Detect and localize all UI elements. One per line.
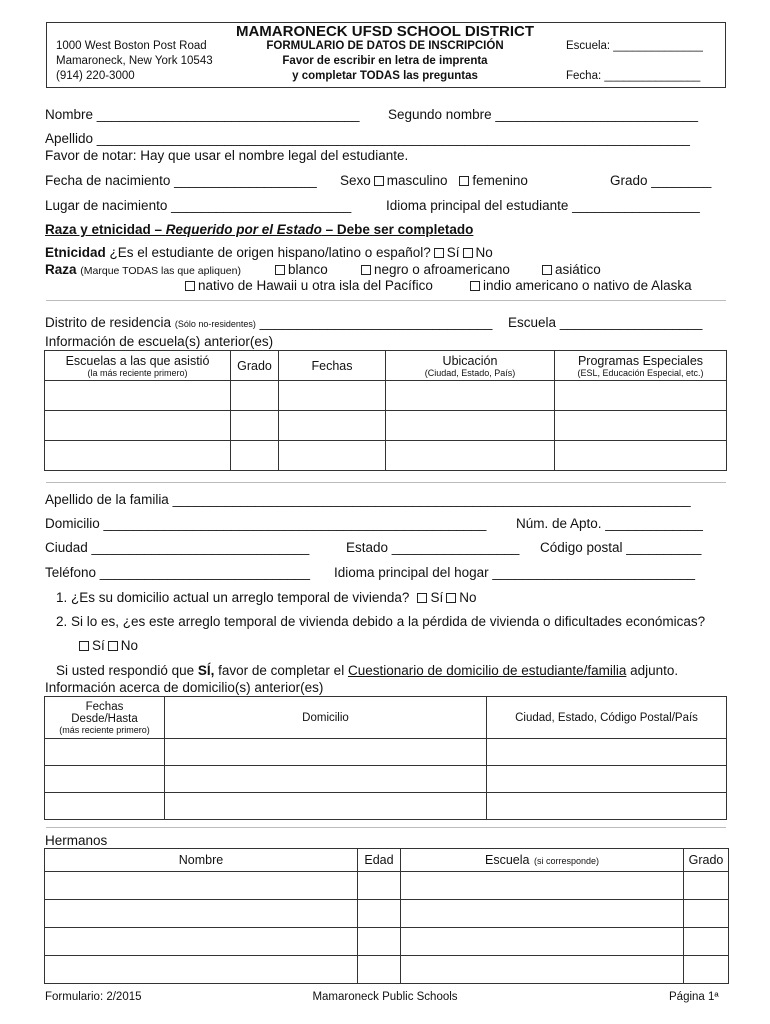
previous-schools-title: Información de escuela(s) anterior(es) xyxy=(45,334,274,349)
table-cell[interactable] xyxy=(386,441,555,471)
non-resident-note: (Sólo no-residentes) xyxy=(174,319,256,329)
instruction-1: Favor de escribir en letra de imprenta xyxy=(282,55,488,67)
col-age: Edad xyxy=(358,849,401,872)
col-location-sub: (Ciudad, Estado, País) xyxy=(424,367,516,378)
col-dates-label-b: Desde/Hasta xyxy=(71,712,138,725)
form-version: Formulario: 2/2015 xyxy=(45,991,142,1003)
table-row xyxy=(45,441,727,471)
black-checkbox[interactable] xyxy=(361,265,371,275)
race-row xyxy=(45,262,241,277)
grade-field[interactable]: Grado ________ xyxy=(610,173,712,188)
previous-schools-table xyxy=(44,350,727,471)
phone: (914) 220-3000 xyxy=(56,70,135,82)
school-field[interactable]: Escuela: ______________ xyxy=(566,40,703,52)
table-cell[interactable] xyxy=(555,441,727,471)
hispanic-no-checkbox[interactable] xyxy=(463,248,473,258)
white-label: blanco xyxy=(288,262,328,277)
ethnicity-label: Etnicidad xyxy=(45,245,106,260)
table-cell[interactable] xyxy=(386,411,555,441)
ethnicity-question: ¿Es el estudiante de origen hispano/latino o español? xyxy=(109,245,431,260)
q2-no-checkbox[interactable] xyxy=(108,641,118,651)
first-name-field[interactable]: Nombre ___________________________________ xyxy=(45,107,360,122)
yes-label: Sí xyxy=(446,245,460,260)
response-text-b: favor de completar el xyxy=(214,663,348,678)
table-cell[interactable] xyxy=(45,928,358,956)
table-cell[interactable] xyxy=(45,766,165,793)
male-label: masculino xyxy=(386,173,448,188)
table-cell[interactable] xyxy=(165,793,487,820)
divider xyxy=(46,827,726,828)
asian-label: asiático xyxy=(555,262,601,277)
table-cell[interactable] xyxy=(45,872,358,900)
table-cell[interactable] xyxy=(555,411,727,441)
table-row xyxy=(45,928,729,956)
col-dates: Fechas xyxy=(279,351,386,381)
question-2-options xyxy=(76,638,138,653)
col-dates-sub: (más reciente primero) xyxy=(59,724,150,735)
table-cell[interactable] xyxy=(386,381,555,411)
q2-yes-checkbox[interactable] xyxy=(79,641,89,651)
table-cell[interactable] xyxy=(45,739,165,766)
table-row xyxy=(45,739,727,766)
table-cell[interactable] xyxy=(279,411,386,441)
no-label: No xyxy=(459,590,477,605)
table-cell[interactable] xyxy=(279,441,386,471)
table-cell[interactable] xyxy=(555,381,727,411)
table-cell[interactable] xyxy=(401,900,684,928)
birthdate-field[interactable]: Fecha de nacimiento ___________________ xyxy=(45,173,317,188)
form-title: FORMULARIO DE DATOS DE INSCRIPCIÓN xyxy=(266,40,504,52)
native-label: indio americano o nativo de Alaska xyxy=(483,278,692,293)
table-cell[interactable] xyxy=(45,441,231,471)
district-residence-field[interactable] xyxy=(45,315,492,330)
question-2: 2. Si lo es, ¿es este arreglo temporal de vivienda debido a la pérdida de vivienda o dificultades económicas? xyxy=(56,614,706,629)
table-cell[interactable] xyxy=(231,381,279,411)
state-field[interactable]: Estado _________________ xyxy=(346,540,520,555)
district-title: MAMARONECK UFSD SCHOOL DISTRICT xyxy=(235,23,535,40)
col-dates xyxy=(45,697,165,739)
table-row xyxy=(45,766,727,793)
divider xyxy=(46,300,726,301)
table-row xyxy=(45,900,729,928)
table-cell[interactable] xyxy=(358,872,401,900)
col-address: Domicilio xyxy=(165,697,487,739)
table-cell[interactable] xyxy=(45,956,358,984)
col-name: Nombre xyxy=(45,849,358,872)
phone-field[interactable]: Teléfono ____________________________ xyxy=(45,565,311,580)
address-line1: 1000 West Boston Post Road xyxy=(56,40,207,52)
table-cell[interactable] xyxy=(165,739,487,766)
table-cell[interactable] xyxy=(684,900,729,928)
table-cell[interactable] xyxy=(487,739,727,766)
native-checkbox[interactable] xyxy=(470,281,480,291)
col-location-label: Ubicación xyxy=(442,353,498,368)
legal-name-note: Favor de notar: Hay que usar el nombre legal del estudiante. xyxy=(45,148,409,163)
col-grade: Grado xyxy=(231,351,279,381)
table-cell[interactable] xyxy=(231,441,279,471)
divider xyxy=(46,482,726,483)
table-cell[interactable] xyxy=(401,956,684,984)
col-schools-label: Escuelas a las que asistió xyxy=(65,353,210,368)
sex-label: Sexo xyxy=(340,173,371,188)
ethnicity-heading: Raza y etnicidad – Requerido por el Estado – Debe ser completado xyxy=(45,222,474,237)
apartment-field[interactable]: Núm. de Apto. _____________ xyxy=(516,516,703,531)
sex-group xyxy=(340,173,528,188)
white-checkbox[interactable] xyxy=(275,265,285,275)
col-programs xyxy=(555,351,727,381)
instruction-2: y completar TODAS las preguntas xyxy=(292,70,478,82)
race-native-option xyxy=(467,278,692,293)
table-cell[interactable] xyxy=(487,766,727,793)
table-row xyxy=(45,872,729,900)
birthplace-field[interactable]: Lugar de nacimiento ________________________ xyxy=(45,198,352,213)
table-cell[interactable] xyxy=(45,411,231,441)
student-language-field[interactable]: Idioma principal del estudiante _________________ xyxy=(386,198,700,213)
response-text-c: adjunto. xyxy=(626,663,679,678)
race-white-option xyxy=(272,262,328,277)
table-cell[interactable] xyxy=(279,381,386,411)
city-field[interactable]: Ciudad _____________________________ xyxy=(45,540,310,555)
table-cell[interactable] xyxy=(358,900,401,928)
table-cell[interactable] xyxy=(401,872,684,900)
col-schools xyxy=(45,351,231,381)
col-school-label: Escuela xyxy=(485,853,530,867)
address-field[interactable]: Domicilio ___________________________________________________ xyxy=(45,516,487,531)
yes-label: Sí xyxy=(430,590,444,605)
table-cell[interactable] xyxy=(684,956,729,984)
siblings-table xyxy=(44,848,729,984)
q1-yes-checkbox[interactable] xyxy=(417,593,427,603)
race-label: Raza xyxy=(45,262,77,277)
home-language-field[interactable]: Idioma principal del hogar ___________________________ xyxy=(334,565,696,580)
no-label: No xyxy=(475,245,493,260)
hawaii-checkbox[interactable] xyxy=(185,281,195,291)
previous-address-table xyxy=(44,696,727,820)
table-cell[interactable] xyxy=(45,381,231,411)
footer-org: Mamaroneck Public Schools xyxy=(312,991,458,1003)
col-schools-sub: (la más reciente primero) xyxy=(87,367,188,378)
asian-checkbox[interactable] xyxy=(542,265,552,275)
table-row xyxy=(45,793,727,820)
table-cell[interactable] xyxy=(684,872,729,900)
hawaii-label: nativo de Hawaii u otra isla del Pacífico xyxy=(198,278,433,293)
col-programs-sub: (ESL, Educación Especial, etc.) xyxy=(577,367,704,378)
residence-school-field[interactable]: Escuela ___________________ xyxy=(508,315,703,330)
female-label: femenino xyxy=(472,173,528,188)
last-name-field[interactable]: Apellido _______________________________________________________________________________ xyxy=(45,131,690,146)
q1-no-checkbox[interactable] xyxy=(446,593,456,603)
date-field[interactable]: Fecha: _______________ xyxy=(566,70,701,82)
table-cell[interactable] xyxy=(401,928,684,956)
black-label: negro o afroamericano xyxy=(374,262,510,277)
no-label: No xyxy=(120,638,139,653)
table-row xyxy=(45,411,727,441)
questionnaire-link[interactable]: Cuestionario de domicilio de estudiante/familia xyxy=(347,663,627,678)
race-black-option xyxy=(358,262,510,277)
question-1-text: 1. ¿Es su domicilio actual un arreglo temporal de vivienda? xyxy=(56,590,410,605)
table-cell[interactable] xyxy=(165,766,487,793)
table-cell[interactable] xyxy=(45,900,358,928)
col-programs-label: Programas Especiales xyxy=(577,353,704,368)
race-hawaii-option xyxy=(182,278,433,293)
table-cell[interactable] xyxy=(684,928,729,956)
table-cell[interactable] xyxy=(358,956,401,984)
col-location xyxy=(386,351,555,381)
table-cell[interactable] xyxy=(231,411,279,441)
response-yes: SÍ, xyxy=(197,663,215,678)
col-grade: Grado xyxy=(684,849,729,872)
siblings-title: Hermanos xyxy=(45,833,108,848)
district-line: _______________________________ xyxy=(259,315,493,330)
col-school xyxy=(401,849,684,872)
race-note: (Marque TODAS las que apliquen) xyxy=(80,265,241,277)
family-name-field[interactable]: Apellido de la familia _____________________________________________________________________ xyxy=(45,492,691,507)
hispanic-yes-checkbox[interactable] xyxy=(434,248,444,258)
question-1 xyxy=(56,590,476,605)
middle-name-field[interactable]: Segundo nombre ___________________________ xyxy=(388,107,699,122)
table-cell[interactable] xyxy=(487,793,727,820)
male-checkbox[interactable] xyxy=(374,176,384,186)
address-line2: Mamaroneck, New York 10543 xyxy=(56,55,213,67)
yes-label: Sí xyxy=(92,638,105,653)
race-asian-option xyxy=(539,262,601,277)
col-city-state: Ciudad, Estado, Código Postal/País xyxy=(487,697,727,739)
response-note xyxy=(56,663,678,678)
col-school-sub: (si corresponde) xyxy=(533,856,599,866)
zip-field[interactable]: Código postal __________ xyxy=(540,540,702,555)
table-cell[interactable] xyxy=(358,928,401,956)
district-label: Distrito de residencia xyxy=(45,315,172,330)
table-row xyxy=(45,956,729,984)
previous-address-title: Información acerca de domicilio(s) anterior(es) xyxy=(45,680,324,695)
page-number: Página 1ª xyxy=(669,991,719,1003)
col-dates-label-a: Fechas xyxy=(85,700,124,713)
table-cell[interactable] xyxy=(45,793,165,820)
ethnicity-row xyxy=(45,245,493,260)
female-checkbox[interactable] xyxy=(459,176,469,186)
response-text-a: Si usted respondió que xyxy=(56,663,198,678)
table-row xyxy=(45,381,727,411)
